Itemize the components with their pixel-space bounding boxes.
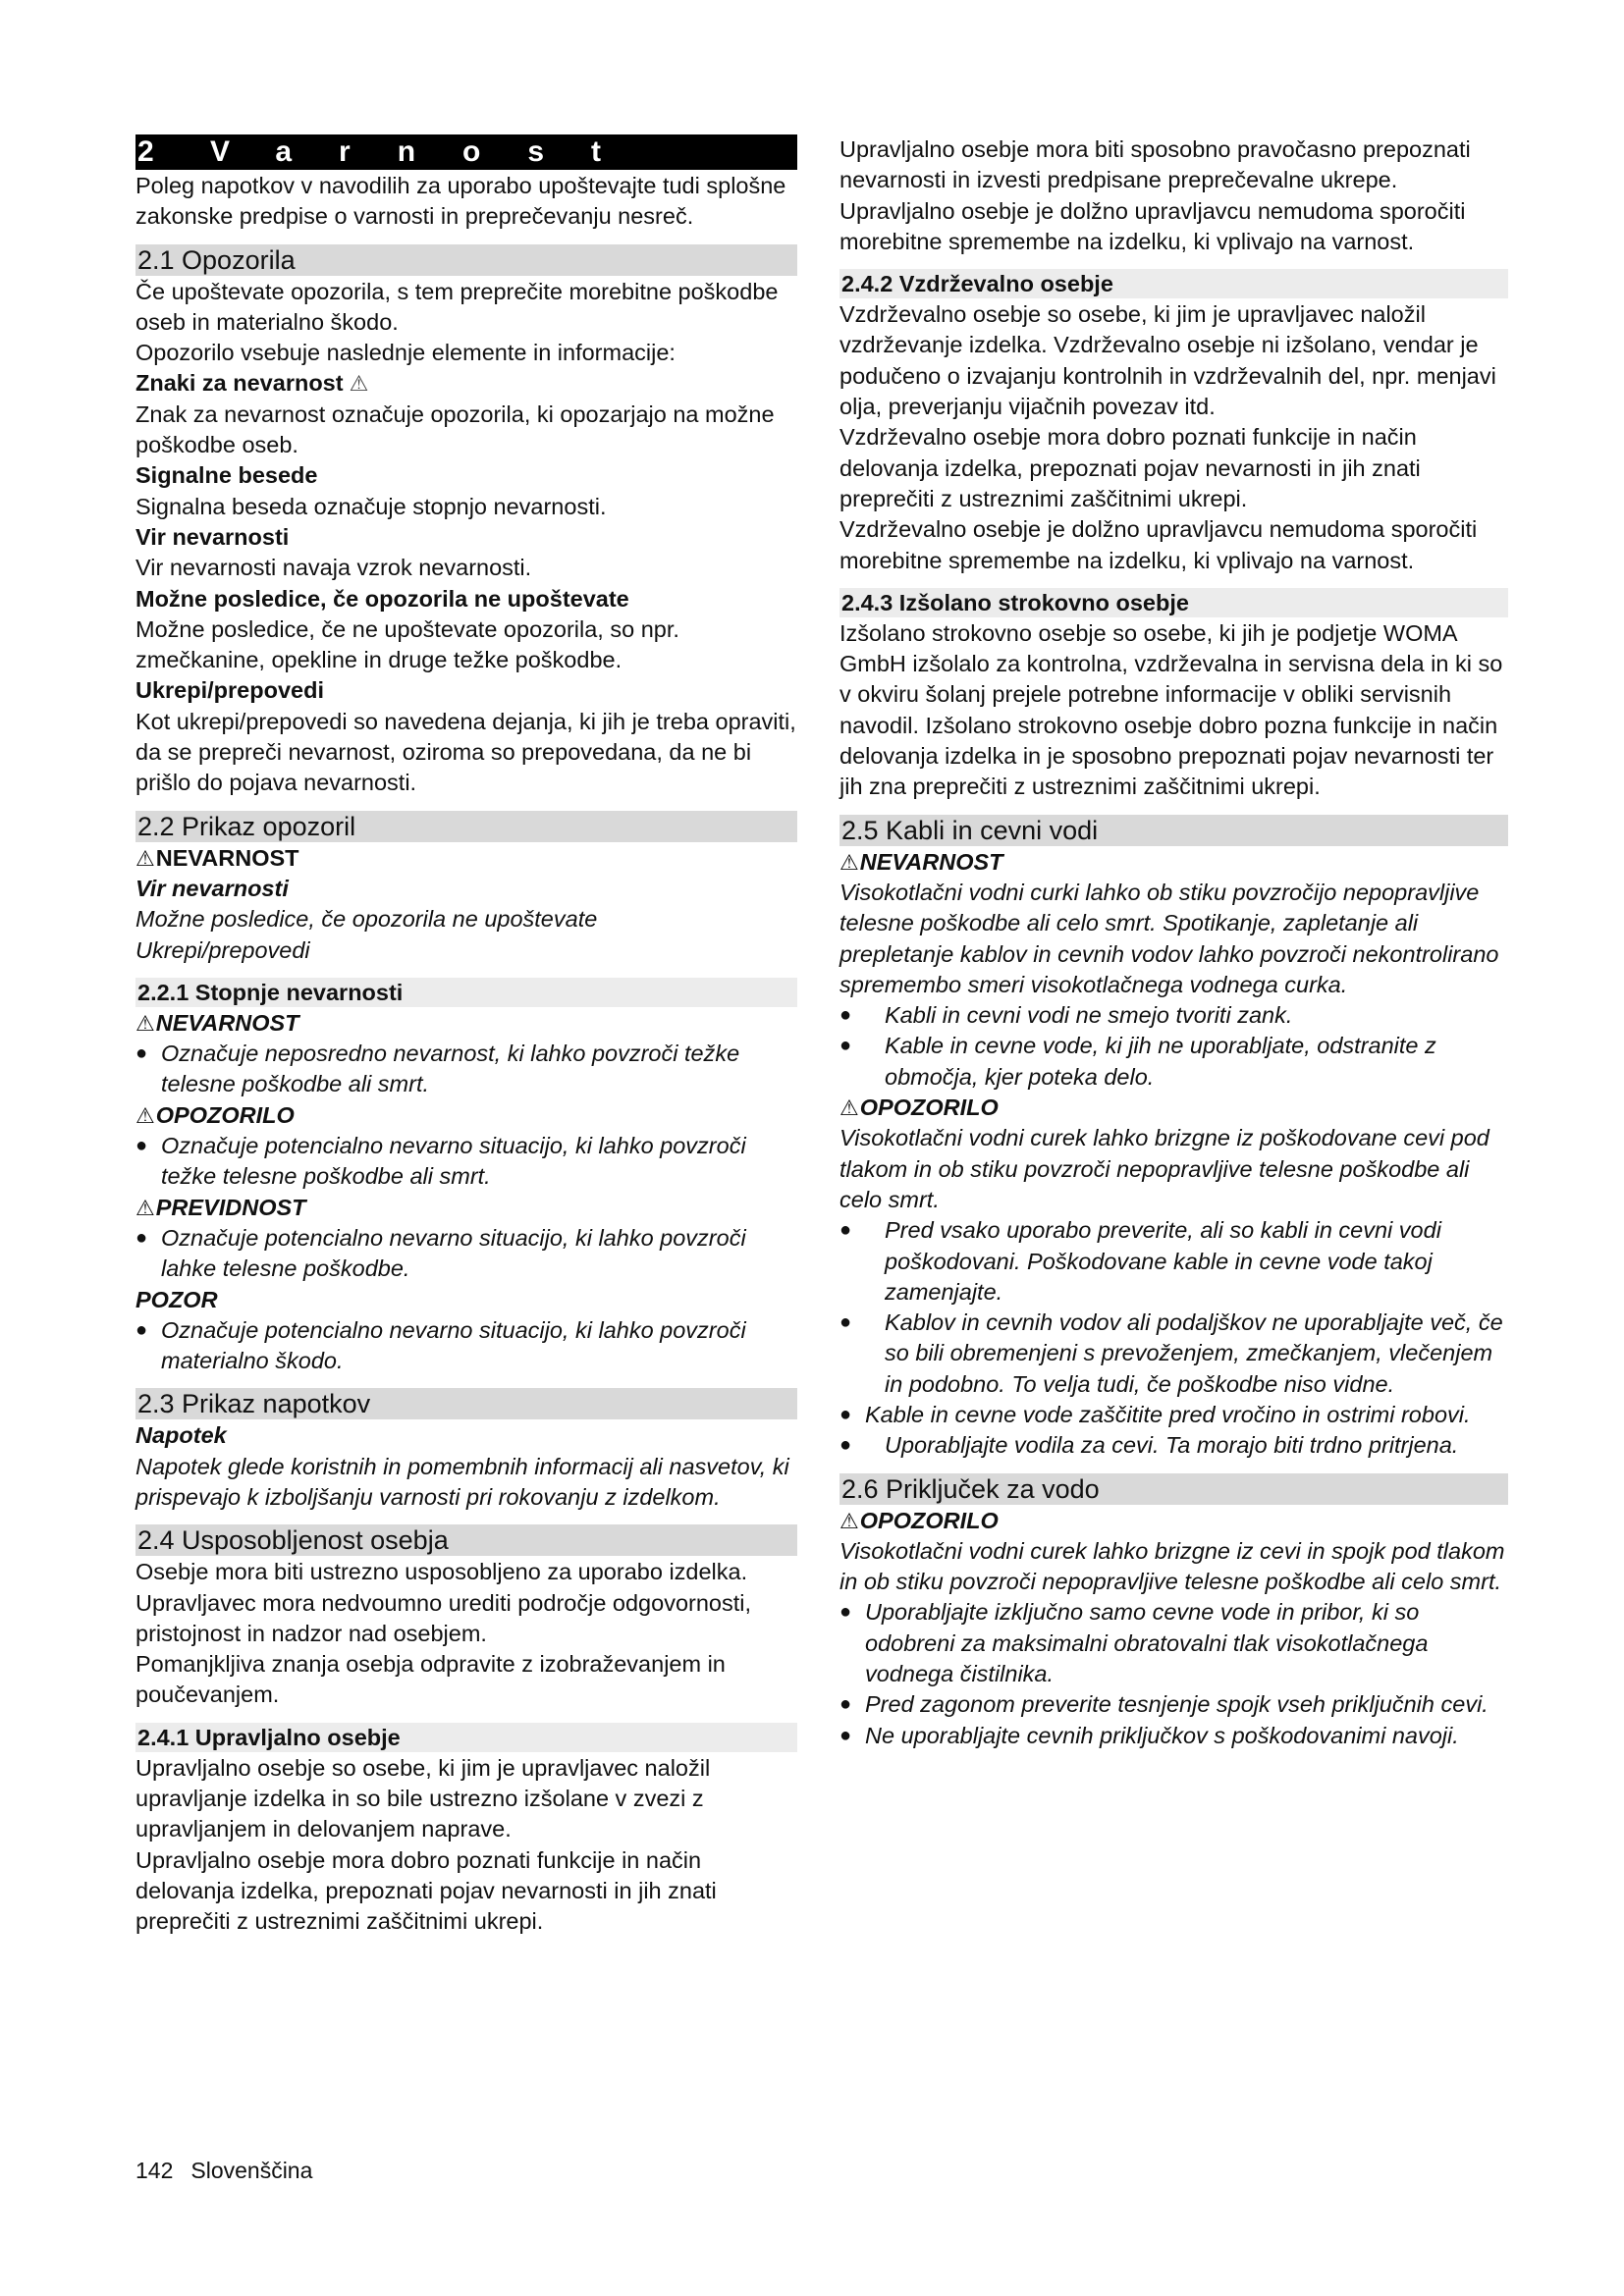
list-item: ● Kable in cevne vode zaščitite pred vročino in ostrimi robovi.	[839, 1400, 1508, 1430]
section-2-2-1-heading: 2.2.1 Stopnje nevarnosti	[135, 978, 797, 1007]
paragraph: Upravljalno osebje mora dobro poznati funkcije in način delovanja izdelka, prepoznati pojav nevarnosti in jih znati preprečiti z ustreznimi zaščitnimi ukrepi.	[135, 1846, 717, 1935]
paragraph: Visokotlačni vodni curki lahko ob stiku povzročijo nepopravljive telesne poškodbe ali celo smrt. Spotikanje, zapletanje ali prepletanje kablov in cevnih vodov lahko povzroči nekontrolirano spremembo smeri visokotlačnega vodnega curka.	[839, 879, 1499, 997]
signal-pozor: POZOR	[135, 1286, 218, 1312]
section-2-4-3-heading: 2.4.3 Izšolano strokovno osebje	[839, 588, 1508, 617]
subheading-znaki	[135, 368, 797, 399]
example-mozne: Možne posledice, če opozorila ne upoštevate	[135, 906, 598, 933]
bullet-list	[839, 1597, 1508, 1750]
paragraph: Vzdrževalno osebje so osebe, ki jim je upravljavec naložil vzdrževanje izdelka. Vzdrževalno osebje ni izšolano, vendar je podučeno o izvajanju kontrolnih in vzdrževalnih del, npr. menjavi olja, preverjanju vijačnih povezav itd.	[839, 301, 1496, 420]
bullet-list	[839, 1430, 1508, 1461]
paragraph: Možne posledice, če ne upoštevate opozorila, so npr. zmečkanine, opekline in druge težke poškodbe.	[135, 615, 679, 673]
section-2-5-heading: 2.5 Kabli in cevni vodi	[839, 815, 1508, 846]
bullet-list	[135, 1131, 797, 1193]
subheading-ukrepi: Ukrepi/prepovedi	[135, 677, 324, 704]
list-item: ● Uporabljajte izključno samo cevne vode in pribor, ki so odobreni za maksimalni obratovalni tlak visokotlačnega vodnega čistilnika.	[839, 1597, 1508, 1689]
bullet-list	[839, 1000, 1508, 1093]
bullet-list	[839, 1400, 1508, 1430]
paragraph: Visokotlačni vodni curek lahko brizgne iz cevi in spojk pod tlakom in ob stiku povzroči nepopravljive telesne poškodbe ali celo smrt.	[839, 1537, 1505, 1595]
paragraph: Izšolano strokovno osebje so osebe, ki jih je podjetje WOMA GmbH izšolalo za kontrolna, vzdrževalna in servisna dela in ki so v okviru šolanj prejele potrebne informacije v obliki servisnih navodil. Izšolano strokovno osebje dobro pozna funkcije in način delovanja izdelka in je sposobno prepoznati pojav nevarnosti ter jih zna preprečiti z ustreznimi zaščitnimi ukrepi.	[839, 619, 1503, 800]
paragraph: Pomanjkljiva znanja osebja odpravite z izobraževanjem in poučevanjem.	[135, 1651, 726, 1708]
paragraph: Upravljalno osebje mora biti sposobno pravočasno prepoznati nevarnosti in izvesti predpisane preprečevalne ukrepe.	[839, 136, 1471, 193]
list-item: ● Označuje potencialno nevarno situacijo, ki lahko povzroči lahke telesne poškodbe.	[135, 1223, 797, 1285]
paragraph: Znak za nevarnost označuje opozorila, ki opozarjajo na možne poškodbe oseb.	[135, 400, 775, 458]
intro-paragraph: Poleg napotkov v navodilih za uporabo upoštevajte tudi splošne zakonske predpise o varnosti in preprečevanju nesreč.	[135, 173, 786, 230]
paragraph: Vzdrževalno osebje mora dobro poznati funkcije in način delovanja izdelka, prepoznati pojav nevarnosti in jih znati preprečiti z ustreznimi zaščitnimi ukrepi.	[839, 424, 1421, 511]
paragraph: Napotek glede koristnih in pomembnih informacij ali nasvetov, ki prispevajo k izboljšanju varnosti pri rokovanju z izdelkom.	[135, 1453, 789, 1510]
subheading-signal: Signalne besede	[135, 462, 318, 489]
signal-nevarnost: ⚠ NEVARNOST	[135, 843, 797, 874]
section-2-2-heading: 2.2 Prikaz opozoril	[135, 811, 797, 842]
right-column	[839, 134, 1508, 1751]
list-item: ● Označuje potencialno nevarno situacijo, ki lahko povzroči materialno škodo.	[135, 1315, 797, 1377]
left-column	[135, 134, 797, 1938]
page-footer	[135, 2158, 312, 2184]
subheading-text: Znaki za nevarnost	[135, 370, 344, 397]
footer-language: Slovenščina	[190, 2158, 313, 2183]
list-item: ● Ne uporabljajte cevnih priključkov s poškodovanimi navoji.	[839, 1721, 1508, 1751]
list-item: ● Pred vsako uporabo preverite, ali so kabli in cevni vodi poškodovani. Poškodovane kable in cevne vode takoj zamenjajte.	[839, 1215, 1508, 1308]
chapter-heading	[135, 134, 797, 170]
bullet-list	[839, 1215, 1508, 1400]
section-2-4-heading: 2.4 Usposobljenost osebja	[135, 1524, 797, 1556]
bullet-list	[135, 1315, 797, 1377]
paragraph: Signalna beseda označuje stopnjo nevarnosti.	[135, 493, 607, 519]
list-item: ● Označuje potencialno nevarno situacijo, ki lahko povzroči težke telesne poškodbe ali smrt.	[135, 1131, 797, 1193]
signal-opozorilo: ⚠ OPOZORILO	[135, 1100, 797, 1131]
warning-triangle-icon: ⚠	[349, 371, 369, 397]
paragraph: Vzdrževalno osebje je dolžno upravljavcu nemudoma sporočiti morebitne spremembe na izdelku, ki vplivajo na varnost.	[839, 516, 1478, 573]
paragraph: Kot ukrepi/prepovedi so navedena dejanja, ki jih je treba opraviti, da se prepreči nevarnost, oziroma so prepovedana, da ne bi prišlo do pojava nevarnosti.	[135, 708, 796, 796]
paragraph: Upravljalno osebje je dolžno upravljavcu nemudoma sporočiti morebitne spremembe na izdelku, ki vplivajo na varnost.	[839, 197, 1466, 254]
paragraph: Visokotlačni vodni curek lahko brizgne iz poškodovane cevi pod tlakom in ob stiku povzroči nepopravljive telesne poškodbe ali celo smrt.	[839, 1125, 1489, 1212]
paragraph: Osebje mora biti ustrezno usposobljeno za uporabo izdelka.	[135, 1559, 748, 1585]
section-2-4-2-heading: 2.4.2 Vzdrževalno osebje	[839, 269, 1508, 298]
list-item: ● Kable in cevne vode, ki jih ne uporabljate, odstranite z območja, kjer poteka delo.	[839, 1031, 1508, 1093]
list-item: ● Kabli in cevni vodi ne smejo tvoriti zank.	[839, 1000, 1508, 1031]
napotek-label: Napotek	[135, 1422, 227, 1449]
bullet-list	[135, 1039, 797, 1100]
list-item: ● Pred zagonom preverite tesnjenje spojk vseh priključnih cevi.	[839, 1689, 1508, 1720]
list-item: ● Označuje neposredno nevarnost, ki lahko povzroči težke telesne poškodbe ali smrt.	[135, 1039, 797, 1100]
page-number: 142	[135, 2158, 174, 2183]
chapter-number: 2	[137, 135, 154, 168]
example-vir: Vir nevarnosti	[135, 875, 289, 901]
paragraph: Upravljalno osebje so osebe, ki jim je upravljavec naložil upravljanje izdelka in so bile ustrezno izšolane v zvezi z upravljanjem in delovanjem naprave.	[135, 1754, 711, 1842]
section-2-1-heading: 2.1 Opozorila	[135, 244, 797, 276]
chapter-title: Varnost	[210, 135, 649, 168]
paragraph: Upravljavec mora nedvoumno urediti področje odgovornosti, pristojnost in nadzor nad osebjem.	[135, 1589, 752, 1646]
signal-opozorilo: ⚠ OPOZORILO	[839, 1093, 1508, 1123]
paragraph: Vir nevarnosti navaja vzrok nevarnosti.	[135, 555, 532, 581]
signal-nevarnost: ⚠ NEVARNOST	[839, 847, 1508, 878]
subheading-mozne: Možne posledice, če opozorila ne upoštevate	[135, 585, 629, 612]
section-2-6-heading: 2.6 Priključek za vodo	[839, 1473, 1508, 1505]
bullet-list	[135, 1223, 797, 1285]
example-ukrepi: Ukrepi/prepovedi	[135, 936, 310, 963]
section-2-4-1-heading: 2.4.1 Upravljalno osebje	[135, 1723, 797, 1752]
list-item: ● Uporabljajte vodila za cevi. Ta morajo biti trdno pritrjena.	[839, 1430, 1508, 1461]
subheading-vir: Vir nevarnosti	[135, 523, 290, 550]
signal-opozorilo: ⚠ OPOZORILO	[839, 1506, 1508, 1536]
list-item: ● Kablov in cevnih vodov ali podaljškov ne uporabljajte več, če so bili obremenjeni s prevoženjem, zmečkanjem, vlečenjem in podobno. To velja tudi, če poškodbe niso vidne.	[839, 1308, 1508, 1400]
section-2-3-heading: 2.3 Prikaz napotkov	[135, 1388, 797, 1419]
signal-nevarnost: ⚠ NEVARNOST	[135, 1008, 797, 1039]
signal-previdnost: ⚠ PREVIDNOST	[135, 1193, 797, 1223]
paragraph: Če upoštevate opozorila, s tem preprečite morebitne poškodbe oseb in materialno škodo.	[135, 278, 779, 335]
paragraph: Opozorilo vsebuje naslednje elemente in informacije:	[135, 340, 676, 366]
